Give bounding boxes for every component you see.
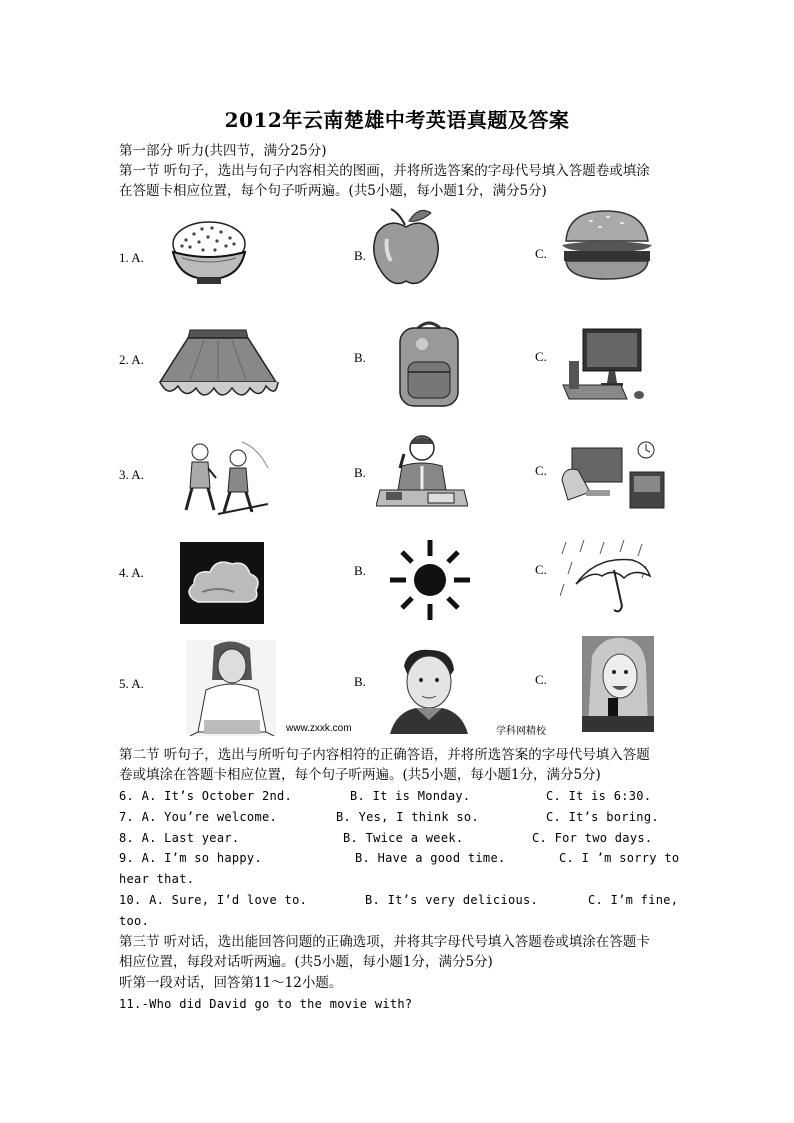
q10-option-b: B. It’s very delicious. <box>365 893 539 907</box>
computer-picture <box>561 325 647 403</box>
q10-option-c-wrap: too. <box>119 914 150 928</box>
hiking-kids-picture <box>172 438 270 518</box>
man-on-phone-picture <box>376 430 468 510</box>
row2-label-a: 2. A. <box>119 352 144 367</box>
q10-option-a: 10. A. Sure, I’d love to. <box>119 893 308 907</box>
row1-label-b: B. <box>354 248 366 263</box>
q8-option-c: C. For two days. <box>532 831 653 845</box>
part1-heading: 第一部分 听力(共四节，满分25分) <box>119 143 327 159</box>
row3-label-c: C. <box>535 463 547 478</box>
q11-question: 11.-Who did David go to the movie with? <box>119 997 413 1011</box>
hamburger-picture <box>556 207 656 283</box>
row1-label-a: 1. A. <box>119 250 144 265</box>
section1-instruction-line1: 第一节 听句子，选出与句子内容相关的图画，并将所选答案的字母代号填入答题卷或填涂 <box>119 163 650 179</box>
dialog1-intro: 听第一段对话，回答第11～12小题。 <box>119 975 343 991</box>
q9-option-a: 9. A. I’m so happy. <box>119 851 262 865</box>
q7-option-c: C. It’s boring. <box>546 810 659 824</box>
q8-option-a: 8. A. Last year. <box>119 831 240 845</box>
woman-microphone-picture <box>582 636 654 732</box>
watermark-url: www.zxxk.com <box>286 723 352 734</box>
q6-option-a: 6. A. It’s October 2nd. <box>119 789 293 803</box>
apple-picture <box>369 203 443 289</box>
q9-option-c: C. I ’m sorry to <box>559 851 680 865</box>
q9-option-c-wrap: hear that. <box>119 872 195 886</box>
umbrella-rain-picture <box>560 540 652 616</box>
q7-option-a: 7. A. You’re welcome. <box>119 810 278 824</box>
row4-label-c: C. <box>535 562 547 577</box>
woman-photo-picture <box>186 640 276 736</box>
row4-label-b: B. <box>354 563 366 578</box>
section2-instruction-line1: 第二节 听句子，选出与所听句子内容相符的正确答语，并将所选答案的字母代号填入答题 <box>119 747 650 763</box>
row3-label-b: B. <box>354 465 366 480</box>
cloud-picture <box>180 542 264 624</box>
row4-label-a: 4. A. <box>119 565 144 580</box>
row5-label-c: C. <box>535 672 547 687</box>
rice-bowl-picture <box>168 214 250 288</box>
q8-option-b: B. Twice a week. <box>343 831 464 845</box>
section3-instruction-line1: 第三节 听对话，选出能回答问题的正确选项，并将其字母代号填入答题卷或填涂在答题卡 <box>119 934 650 950</box>
row3-label-a: 3. A. <box>119 467 144 482</box>
section3-instruction-line2: 相应位置，每段对话听两遍。(共5小题，每小题1分，满分5分) <box>119 954 493 970</box>
row1-label-c: C. <box>535 246 547 261</box>
q6-option-c: C. It is 6:30. <box>546 789 652 803</box>
watermark-cn: 学科网精校 <box>496 726 546 737</box>
boy-photo-picture <box>386 646 470 734</box>
row5-label-b: B. <box>354 674 366 689</box>
skirt-picture <box>154 322 282 404</box>
sun-picture <box>388 538 472 622</box>
backpack-picture <box>392 318 466 410</box>
q10-option-c: C. I’m fine, <box>588 893 679 907</box>
q7-option-b: B. Yes, I think so. <box>336 810 479 824</box>
section1-instruction-line2: 在答题卡相应位置，每个句子听两遍。(共5小题，每小题1分，满分5分) <box>119 183 547 199</box>
q9-option-b: B. Have a good time. <box>355 851 506 865</box>
q6-option-b: B. It is Monday. <box>350 789 471 803</box>
living-room-picture <box>560 440 666 510</box>
section2-instruction-line2: 卷或填涂在答题卡相应位置，每个句子听两遍。(共5小题，每小题1分，满分5分) <box>119 767 601 783</box>
row2-label-c: C. <box>535 349 547 364</box>
page-title: 2012年云南楚雄中考英语真题及答案 <box>224 108 570 132</box>
row2-label-b: B. <box>354 350 366 365</box>
row5-label-a: 5. A. <box>119 676 144 691</box>
